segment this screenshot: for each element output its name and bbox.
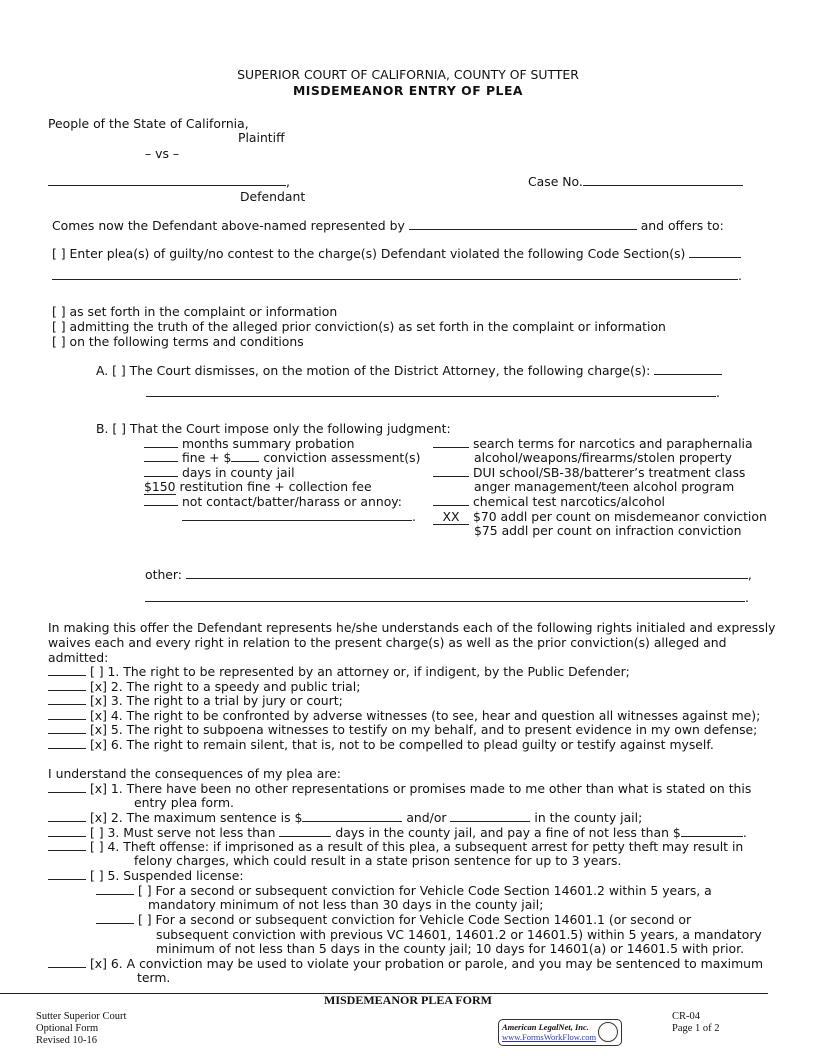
license-14601-1-cont-2: minimum of not less than 5 days in the county jail; 10 days for 14601(a) or 14601.5 with prior. [156,941,745,956]
section-a-dismissal[interactable]: A. [ ] The Court dismisses, on the motion of the District Attorney, the following charge(s): [96,363,722,378]
consequences-intro: I understand the consequences of my plea are: [48,766,341,781]
logo-url[interactable]: www.FormsWorkFlow.com [502,1032,597,1042]
term-fine[interactable]: fine + $ conviction assessment(s) [144,450,420,465]
right-subpoena-witnesses[interactable]: [x] 5. The right to subpoena witnesses to testify on my behalf, and to present evidence in my own defense; [48,722,757,737]
right-attorney[interactable]: [ ] 1. The right to be represented by an attorney or, if indigent, by the Public Defender; [48,664,630,679]
rights-intro-2: waives each and every right in relation to the present charge(s) as well as the prior conviction(s) alleged and [48,635,727,650]
right-speedy-trial[interactable]: [x] 2. The right to a speedy and public trial; [48,679,360,694]
term-search-alcohol: alcohol/weapons/firearms/stolen property [474,450,732,465]
license-14601-1[interactable]: [ ] For a second or subsequent conviction for Vehicle Code Section 14601.1 (or second or [96,912,691,927]
license-14601-1-cont-1: subsequent conviction with previous VC 14601, 14601.2 or 14601.5) within 5 years, a mandatory [156,927,762,942]
footer-court: Sutter Superior Court [36,1011,127,1022]
footer-optional-form: Optional Form [36,1023,99,1034]
no-contact-name-line[interactable]: . [182,509,416,524]
consequence-no-promises-cont: entry plea form. [134,795,234,810]
term-misdemeanor-addl[interactable]: XX $70 addl per count on misdemeanor conviction [433,509,767,525]
rights-intro-3: admitted: [48,650,109,665]
term-chemical-test[interactable]: chemical test narcotics/alcohol [433,494,665,509]
consequence-probation-violation-cont: term. [137,970,171,985]
term-restitution[interactable]: $150 restitution fine + collection fee [144,479,372,494]
term-anger-management: anger management/teen alcohol program [474,479,735,494]
footer-form-number: CR-04 [672,1011,701,1022]
case-number-field[interactable]: Case No. [528,174,743,189]
people-label: People of the State of California, [48,116,249,131]
term-probation[interactable]: months summary probation [144,436,354,451]
term-infraction-addl: $75 addl per count on infraction conviction [474,523,742,538]
consequence-min-jail-fine[interactable]: [ ] 3. Must serve not less than days in the county jail, and pay a fine of not less than $ . [48,825,747,840]
option-prior-convictions[interactable]: [ ] admitting the truth of the alleged prior conviction(s) as set forth in the complaint or information [52,319,666,334]
other-line-2[interactable]: . [145,590,749,605]
license-14601-2[interactable]: [ ] For a second or subsequent conviction for Vehicle Code Section 14601.2 within 5 years, a [96,883,712,898]
term-no-contact[interactable]: not contact/batter/harass or annoy: [144,494,402,509]
defendant-name-field[interactable]: , [48,174,290,189]
form-title: MISDEMEANOR ENTRY OF PLEA [292,83,524,98]
term-dui-school[interactable]: DUI school/SB-38/batterer’s treatment class [433,465,745,480]
term-search-narcotics[interactable]: search terms for narcotics and paraphernalia [433,436,753,451]
plaintiff-label: Plaintiff [238,130,285,145]
option-terms[interactable]: [ ] on the following terms and conditions [52,334,304,349]
court-name: SUPERIOR COURT OF CALIFORNIA, COUNTY OF SUTTER [237,67,579,82]
consequence-probation-violation[interactable]: [x] 6. A conviction may be used to violate your probation or parole, and you may be sentenced to maximum [48,956,763,971]
footer-page-number: Page 1 of 2 [672,1023,720,1034]
consequence-no-promises[interactable]: [x] 1. There have been no other representations or promises made to me other than what is stated on this [48,781,751,796]
footer-revised: Revised 10-16 [36,1035,97,1046]
consequence-max-sentence[interactable]: [x] 2. The maximum sentence is $ and/or in the county jail; [48,810,642,825]
term-jail-days[interactable]: days in county jail [144,465,295,480]
defendant-label: Defendant [240,189,306,204]
rights-intro-1: In making this offer the Defendant represents he/she understands each of the following rights initialed and expressly [48,620,776,635]
footer-title: MISDEMEANOR PLEA FORM [324,993,492,1007]
right-remain-silent[interactable]: [x] 6. The right to remain silent, that is, not to be compelled to plead guilty or testify against myself. [48,737,714,752]
logo-emblem-icon [598,1022,618,1042]
enter-plea-line[interactable]: [ ] Enter plea(s) of guilty/no contest to the charge(s) Defendant violated the following Code Section(s) [52,246,741,261]
consequence-suspended-license[interactable]: [ ] 5. Suspended license: [48,868,244,883]
misdemeanor-addl-mark: XX [433,509,469,525]
consequence-theft-offense[interactable]: [ ] 4. Theft offense: if imprisoned as a result of this plea, a subsequent arrest for petty theft may result in [48,839,743,854]
license-14601-2-cont: mandatory minimum of not less than 30 days in the county jail; [148,897,544,912]
other-line-1[interactable]: other: , [145,567,752,582]
logo-company-name: American LegalNet, Inc. [502,1022,589,1032]
represented-by-line[interactable]: Comes now the Defendant above-named represented by and offers to: [52,218,724,233]
restitution-amount: $150 [144,479,176,494]
right-jury-trial[interactable]: [x] 3. The right to a trial by jury or court; [48,693,343,708]
consequence-theft-offense-cont: felony charges, which could result in a state prison sentence for up to 3 years. [134,853,622,868]
section-b-heading[interactable]: B. [ ] That the Court impose only the following judgment: [96,421,451,436]
vs-label: – vs – [145,146,180,161]
code-sections-line[interactable]: . [52,268,742,283]
right-confront-witnesses[interactable]: [x] 4. The right to be confronted by adverse witnesses (to see, hear and question all witnesses against me); [48,708,760,723]
section-a-charges-line[interactable]: . [146,385,720,400]
american-legalnet-logo[interactable] [498,1019,622,1046]
option-complaint[interactable]: [ ] as set forth in the complaint or information [52,304,338,319]
